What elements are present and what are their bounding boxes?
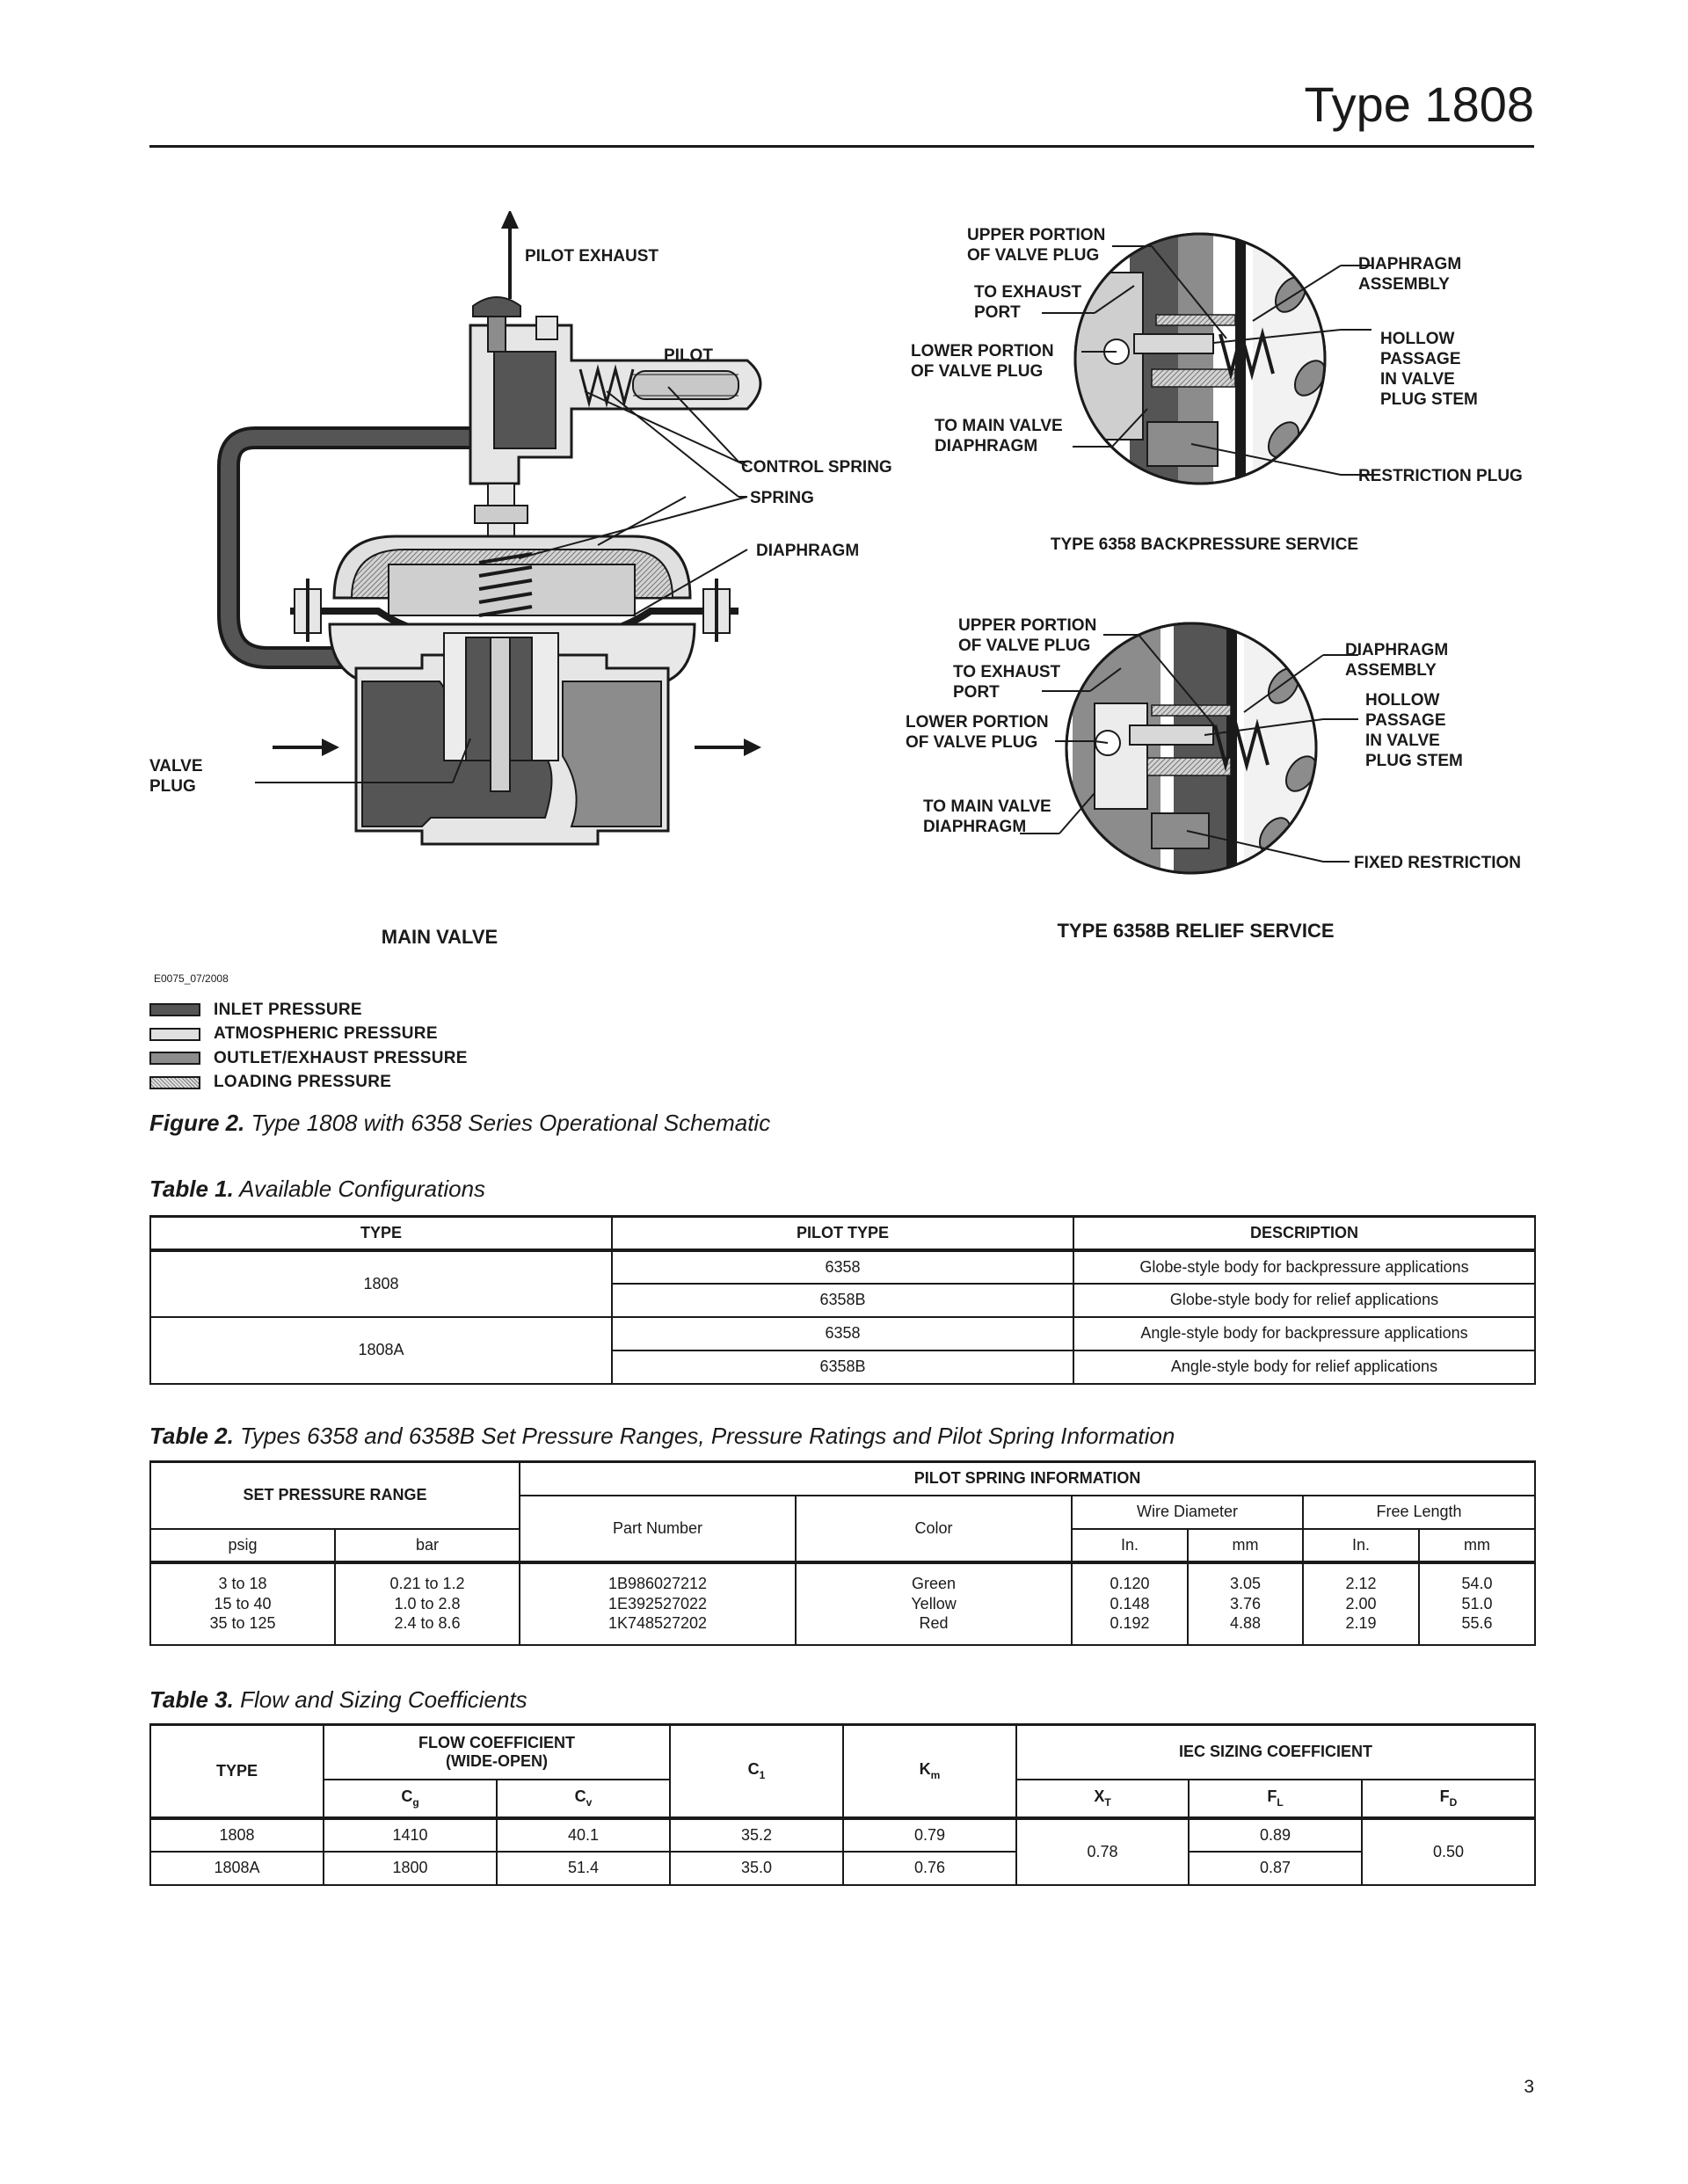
detail-b-hollow-line2: PASSAGE xyxy=(1365,711,1446,730)
cell-bar xyxy=(335,1562,520,1645)
header-xt-main: X xyxy=(1094,1787,1105,1805)
cell-description: Angle-style body for relief applications xyxy=(1073,1350,1535,1384)
header-fl-main: F xyxy=(1267,1787,1277,1805)
cell-value: 2.4 to 8.6 xyxy=(394,1614,461,1633)
detail-a-to-main-line1: TO MAIN VALVE xyxy=(935,417,1063,435)
pressure-legend xyxy=(149,998,468,1095)
detail-a-hollow-line2: PASSAGE xyxy=(1380,350,1461,368)
main-valve-drawing xyxy=(229,211,761,844)
detail-b-fixed-restriction: FIXED RESTRICTION xyxy=(1354,854,1522,872)
cell-length-mm xyxy=(1419,1562,1535,1645)
cell-type: 1808 xyxy=(150,1818,324,1852)
cell-value: Yellow xyxy=(911,1594,957,1613)
header-type: TYPE xyxy=(150,1725,324,1818)
header-cv-sub: v xyxy=(586,1795,593,1809)
table-row xyxy=(150,1317,1535,1350)
header-pilot-type: PILOT TYPE xyxy=(612,1217,1073,1250)
header-cv-main: C xyxy=(574,1787,586,1805)
cell-value: 2.00 xyxy=(1345,1594,1377,1613)
detail-b-upper-portion-line2: OF VALVE PLUG xyxy=(958,637,1091,655)
cell-value: Red xyxy=(919,1614,949,1633)
cell-value: 2.19 xyxy=(1345,1614,1377,1633)
table-row xyxy=(150,1852,1535,1885)
table-row xyxy=(150,1562,1535,1645)
header-free-length: Free Length xyxy=(1303,1496,1535,1529)
cell-pilot: 6358B xyxy=(612,1284,1073,1317)
detail-b-to-exhaust-line2: PORT xyxy=(953,683,1000,702)
header-wire-diameter: Wire Diameter xyxy=(1072,1496,1303,1529)
detail-a-restriction-plug: RESTRICTION PLUG xyxy=(1358,467,1523,485)
header-fl-sub: L xyxy=(1277,1795,1284,1809)
legend-label: LOADING PRESSURE xyxy=(214,1073,392,1092)
detail-b-upper-portion-line1: UPPER PORTION xyxy=(958,616,1097,635)
detail-b-lower-portion-line1: LOWER PORTION xyxy=(906,713,1049,732)
cell-value: 3.76 xyxy=(1229,1594,1262,1613)
header-km xyxy=(843,1725,1016,1818)
label-control-spring: CONTROL SPRING xyxy=(741,458,892,477)
figure-caption-number: Figure 2. xyxy=(149,1110,245,1136)
detail-a-diaphragm-assembly-line1: DIAPHRAGM xyxy=(1358,255,1462,273)
detail-b-diaphragm-assembly-line1: DIAPHRAGM xyxy=(1345,641,1449,659)
cell-value: 0.148 xyxy=(1110,1594,1150,1613)
detail-relief-drawing xyxy=(1066,615,1332,879)
figure-caption-text: Type 1808 with 6358 Series Operational Schematic xyxy=(244,1110,771,1136)
cell-value: 35 to 125 xyxy=(209,1614,276,1633)
detail-backpressure-drawing xyxy=(1073,229,1341,492)
cell-pilot: 6358B xyxy=(612,1350,1073,1384)
detail-b-lower-portion-line2: OF VALVE PLUG xyxy=(906,733,1038,752)
table1-caption xyxy=(149,1176,485,1203)
detail-b-to-main-line2: DIAPHRAGM xyxy=(923,818,1027,836)
header-set-pressure-range: SET PRESSURE RANGE xyxy=(150,1462,520,1529)
detail-b-title: TYPE 6358B RELIEF SERVICE xyxy=(1057,920,1335,942)
header-length-in: In. xyxy=(1303,1529,1419,1562)
table3-caption xyxy=(149,1686,528,1714)
figure-caption xyxy=(149,1110,770,1137)
detail-a-title: TYPE 6358 BACKPRESSURE SERVICE xyxy=(1050,535,1359,554)
label-pilot: PILOT xyxy=(664,346,713,365)
legend-swatch-atmospheric xyxy=(149,1028,200,1041)
cell-psig xyxy=(150,1562,335,1645)
cell-type: 1808A xyxy=(150,1852,324,1885)
cell-description: Globe-style body for backpressure applications xyxy=(1073,1250,1535,1284)
detail-b-to-exhaust-line1: TO EXHAUST xyxy=(953,663,1061,681)
legend-item xyxy=(149,1023,468,1047)
legend-item xyxy=(149,1071,468,1096)
cell-description: Globe-style body for relief applications xyxy=(1073,1284,1535,1317)
label-pilot-exhaust: PILOT EXHAUST xyxy=(525,247,659,266)
label-valve-plug-line1: VALVE xyxy=(149,757,203,775)
cell-value: 4.88 xyxy=(1229,1614,1262,1633)
cell-value: 51.0 xyxy=(1461,1594,1493,1613)
pilot-spring-table xyxy=(149,1460,1536,1646)
cell-km: 0.76 xyxy=(843,1852,1016,1885)
header-km-sub: m xyxy=(930,1768,941,1781)
cell-km: 0.79 xyxy=(843,1818,1016,1852)
header-cv xyxy=(497,1780,670,1818)
cell-value: 0.120 xyxy=(1110,1575,1150,1593)
configurations-table xyxy=(149,1215,1536,1385)
detail-b-to-main-line1: TO MAIN VALVE xyxy=(923,797,1051,816)
operational-schematic xyxy=(141,211,1547,985)
detail-a-to-exhaust-line1: TO EXHAUST xyxy=(974,283,1082,302)
legend-item xyxy=(149,1046,468,1071)
header-fd-sub: D xyxy=(1449,1795,1458,1809)
cell-fl: 0.87 xyxy=(1189,1852,1362,1885)
cell-part-number xyxy=(520,1562,796,1645)
cell-cv: 40.1 xyxy=(497,1818,670,1852)
header-psig: psig xyxy=(150,1529,335,1562)
title-rule xyxy=(149,145,1534,148)
cell-pilot: 6358 xyxy=(612,1250,1073,1284)
legend-swatch-inlet xyxy=(149,1003,200,1016)
table-header-row xyxy=(150,1462,1535,1496)
cell-type: 1808A xyxy=(150,1317,612,1384)
header-c1 xyxy=(670,1725,843,1818)
main-valve-title: MAIN VALVE xyxy=(381,926,498,948)
cell-c1: 35.2 xyxy=(670,1818,843,1852)
detail-b-hollow-line1: HOLLOW xyxy=(1365,691,1440,710)
header-type: TYPE xyxy=(150,1217,612,1250)
header-cg xyxy=(324,1780,497,1818)
table2-caption-text: Types 6358 and 6358B Set Pressure Ranges, Pressure Ratings and Pilot Spring Information xyxy=(233,1423,1175,1449)
header-description: DESCRIPTION xyxy=(1073,1217,1535,1250)
table2-caption-number: Table 2. xyxy=(149,1423,234,1449)
flow-coefficients-table xyxy=(149,1723,1536,1886)
table-header-row xyxy=(150,1217,1535,1250)
detail-a-hollow-line3: IN VALVE xyxy=(1380,370,1455,389)
cell-value: 1K748527202 xyxy=(608,1614,708,1633)
legend-item xyxy=(149,998,468,1023)
legend-label: ATMOSPHERIC PRESSURE xyxy=(214,1024,438,1044)
cell-cv: 51.4 xyxy=(497,1852,670,1885)
cell-fd: 0.50 xyxy=(1362,1818,1535,1885)
detail-a-lower-portion-line1: LOWER PORTION xyxy=(911,342,1054,360)
header-iec-sizing: IEC SIZING COEFFICIENT xyxy=(1016,1725,1535,1780)
cell-color xyxy=(796,1562,1072,1645)
label-valve-plug-line2: PLUG xyxy=(149,777,196,796)
cell-value: 55.6 xyxy=(1461,1614,1493,1633)
header-fd-main: F xyxy=(1439,1787,1450,1805)
cell-pilot: 6358 xyxy=(612,1317,1073,1350)
detail-a-diaphragm-assembly-line2: ASSEMBLY xyxy=(1358,275,1450,294)
header-flow-coefficient-line2: (WIDE-OPEN) xyxy=(446,1751,548,1770)
legend-swatch-outlet xyxy=(149,1052,200,1065)
header-fd xyxy=(1362,1780,1535,1818)
detail-b-diaphragm-assembly-line2: ASSEMBLY xyxy=(1345,661,1437,680)
legend-label: INLET PRESSURE xyxy=(214,1000,362,1019)
cell-value: 2.12 xyxy=(1345,1575,1377,1593)
cell-value: 0.192 xyxy=(1110,1614,1150,1633)
cell-length-in xyxy=(1303,1562,1419,1645)
table2-caption xyxy=(149,1423,1175,1450)
cell-wire-in xyxy=(1072,1562,1188,1645)
cell-xt: 0.78 xyxy=(1016,1818,1189,1885)
cell-fl: 0.89 xyxy=(1189,1818,1362,1852)
table3-caption-text: Flow and Sizing Coefficients xyxy=(233,1686,528,1713)
cell-value: 1B986027212 xyxy=(608,1575,708,1593)
cell-c1: 35.0 xyxy=(670,1852,843,1885)
cell-cg: 1800 xyxy=(324,1852,497,1885)
cell-value: Green xyxy=(912,1575,957,1593)
detail-a-to-exhaust-line2: PORT xyxy=(974,303,1021,322)
detail-a-lower-portion-line2: OF VALVE PLUG xyxy=(911,362,1044,381)
header-part-number: Part Number xyxy=(520,1496,796,1562)
document-title: Type 1808 xyxy=(1304,76,1534,132)
detail-b-hollow-line3: IN VALVE xyxy=(1365,732,1440,750)
header-flow-coefficient-line1: FLOW COEFFICIENT xyxy=(418,1734,575,1752)
figure-code: E0075_07/2008 xyxy=(154,972,229,985)
header-c1-sub: 1 xyxy=(759,1768,766,1781)
legend-label: OUTLET/EXHAUST PRESSURE xyxy=(214,1048,468,1067)
header-flow-coefficient xyxy=(324,1725,670,1780)
header-fl xyxy=(1189,1780,1362,1818)
cell-value: 1E392527022 xyxy=(608,1594,708,1613)
header-cg-sub: g xyxy=(412,1795,419,1809)
cell-description: Angle-style body for backpressure applications xyxy=(1073,1317,1535,1350)
header-km-main: K xyxy=(919,1759,931,1778)
cell-value: 1.0 to 2.8 xyxy=(394,1594,461,1613)
cell-wire-mm xyxy=(1188,1562,1303,1645)
cell-value: 3 to 18 xyxy=(218,1575,267,1593)
cell-cg: 1410 xyxy=(324,1818,497,1852)
schematic-drawing xyxy=(141,211,1547,985)
detail-b-hollow-line4: PLUG STEM xyxy=(1365,752,1463,770)
table1-caption-number: Table 1. xyxy=(149,1176,234,1202)
detail-a-upper-portion-line1: UPPER PORTION xyxy=(967,226,1106,244)
header-xt-sub: T xyxy=(1104,1795,1111,1809)
detail-a-to-main-line2: DIAPHRAGM xyxy=(935,437,1038,455)
detail-a-hollow-line1: HOLLOW xyxy=(1380,330,1455,348)
header-cg-main: C xyxy=(401,1787,413,1805)
header-bar: bar xyxy=(335,1529,520,1562)
detail-a-upper-portion-line2: OF VALVE PLUG xyxy=(967,246,1100,265)
table-header-row xyxy=(150,1725,1535,1780)
cell-value: 54.0 xyxy=(1461,1575,1493,1593)
header-c1-main: C xyxy=(747,1759,760,1778)
table3-caption-number: Table 3. xyxy=(149,1686,234,1713)
cell-value: 15 to 40 xyxy=(214,1594,272,1613)
table1-caption-text: Available Configurations xyxy=(233,1176,486,1202)
table-row xyxy=(150,1250,1535,1284)
label-diaphragm: DIAPHRAGM xyxy=(756,542,860,560)
table-row xyxy=(150,1818,1535,1852)
cell-value: 3.05 xyxy=(1229,1575,1262,1593)
header-wire-mm: mm xyxy=(1188,1529,1303,1562)
header-length-mm: mm xyxy=(1419,1529,1535,1562)
detail-a-hollow-line4: PLUG STEM xyxy=(1380,390,1478,409)
cell-type: 1808 xyxy=(150,1250,612,1317)
header-color: Color xyxy=(796,1496,1072,1562)
header-xt xyxy=(1016,1780,1189,1818)
cell-value: 0.21 to 1.2 xyxy=(389,1575,465,1593)
legend-swatch-loading xyxy=(149,1076,200,1089)
header-pilot-spring-information: PILOT SPRING INFORMATION xyxy=(520,1462,1535,1496)
label-spring: SPRING xyxy=(750,489,814,507)
page-number: 3 xyxy=(1524,2077,1534,2097)
header-wire-in: In. xyxy=(1072,1529,1188,1562)
